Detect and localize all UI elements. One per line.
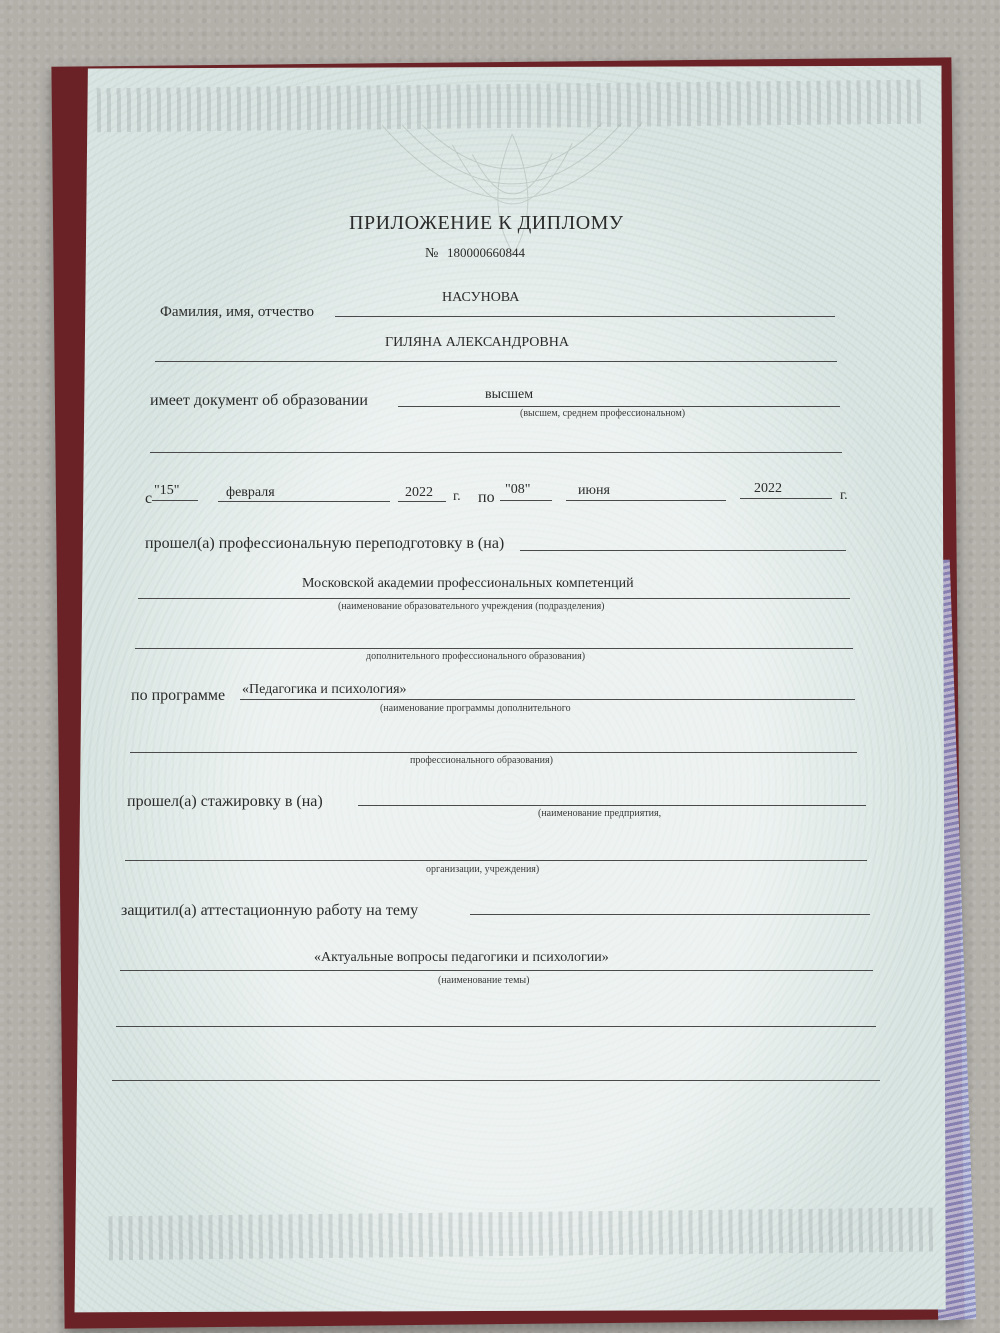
period-to-prefix: по <box>478 489 495 506</box>
institution-value: Московской академии профессиональных компетенций <box>302 576 634 591</box>
document-title: ПРИЛОЖЕНИЕ К ДИПЛОМУ <box>349 212 624 234</box>
internship-line <box>358 805 866 806</box>
period-from-year-line <box>398 501 446 502</box>
thesis-value: «Актуальные вопросы педагогики и психологии» <box>314 950 609 965</box>
thesis-line-3 <box>116 1026 876 1027</box>
fio-line-2 <box>155 361 837 362</box>
period-to-month-line <box>566 500 726 501</box>
institution-line <box>138 598 850 599</box>
education-line <box>398 406 840 407</box>
fio-label: Фамилия, имя, отчество <box>160 304 314 320</box>
thesis-line-4 <box>112 1080 880 1081</box>
program-line-2 <box>130 752 857 753</box>
period-from-day-line <box>152 500 198 501</box>
institution-hint-2: дополнительного профессионального образования) <box>366 651 586 662</box>
program-hint-2: профессионального образования) <box>410 755 553 766</box>
period-from-prefix: с <box>145 490 153 507</box>
institution-hint-1: (наименование образовательного учреждения (подразделения) <box>338 601 605 612</box>
name-value: ГИЛЯНА АЛЕКСАНДРОВНА <box>385 335 569 350</box>
fio-line-1 <box>335 316 835 317</box>
period-to-day: "08" <box>505 482 531 497</box>
program-value: «Педагогика и психология» <box>242 682 407 697</box>
period-from-month: февраля <box>226 485 275 500</box>
education-line-2 <box>150 452 842 453</box>
period-from-suffix: г. <box>453 489 461 504</box>
period-to-day-line <box>500 500 552 501</box>
internship-label: прошел(а) стажировку в (на) <box>127 793 323 810</box>
period-from-year: 2022 <box>405 485 433 500</box>
internship-hint-2: организации, учреждения) <box>426 864 540 875</box>
thesis-line-2 <box>120 970 873 971</box>
surname-value: НАСУНОВА <box>442 290 520 305</box>
education-value: высшем <box>485 387 534 402</box>
document-number: 180000660844 <box>447 245 525 260</box>
thesis-label: защитил(а) аттестационную работу на тему <box>121 902 419 919</box>
education-label: имеет документ об образовании <box>150 392 368 409</box>
thesis-line <box>470 914 870 915</box>
program-label: по программе <box>131 687 226 704</box>
education-hint: (высшем, среднем профессиональном) <box>520 408 686 419</box>
retraining-line <box>520 550 846 551</box>
program-line <box>240 699 855 700</box>
period-to-year: 2022 <box>754 481 782 496</box>
thesis-hint: (наименование темы) <box>438 975 530 986</box>
period-from-month-line <box>218 501 390 502</box>
program-hint-1: (наименование программы дополнительного <box>380 703 571 714</box>
internship-line-2 <box>125 860 867 861</box>
internship-hint-1: (наименование предприятия, <box>538 808 662 819</box>
period-to-month: июня <box>578 483 610 498</box>
period-to-suffix: г. <box>840 488 848 503</box>
institution-line-2 <box>135 648 853 649</box>
period-to-year-line <box>740 498 832 499</box>
number-sign: № <box>425 246 439 261</box>
period-from-day: "15" <box>154 483 180 498</box>
retraining-label: прошел(а) профессиональную переподготовку в (на) <box>145 535 505 552</box>
